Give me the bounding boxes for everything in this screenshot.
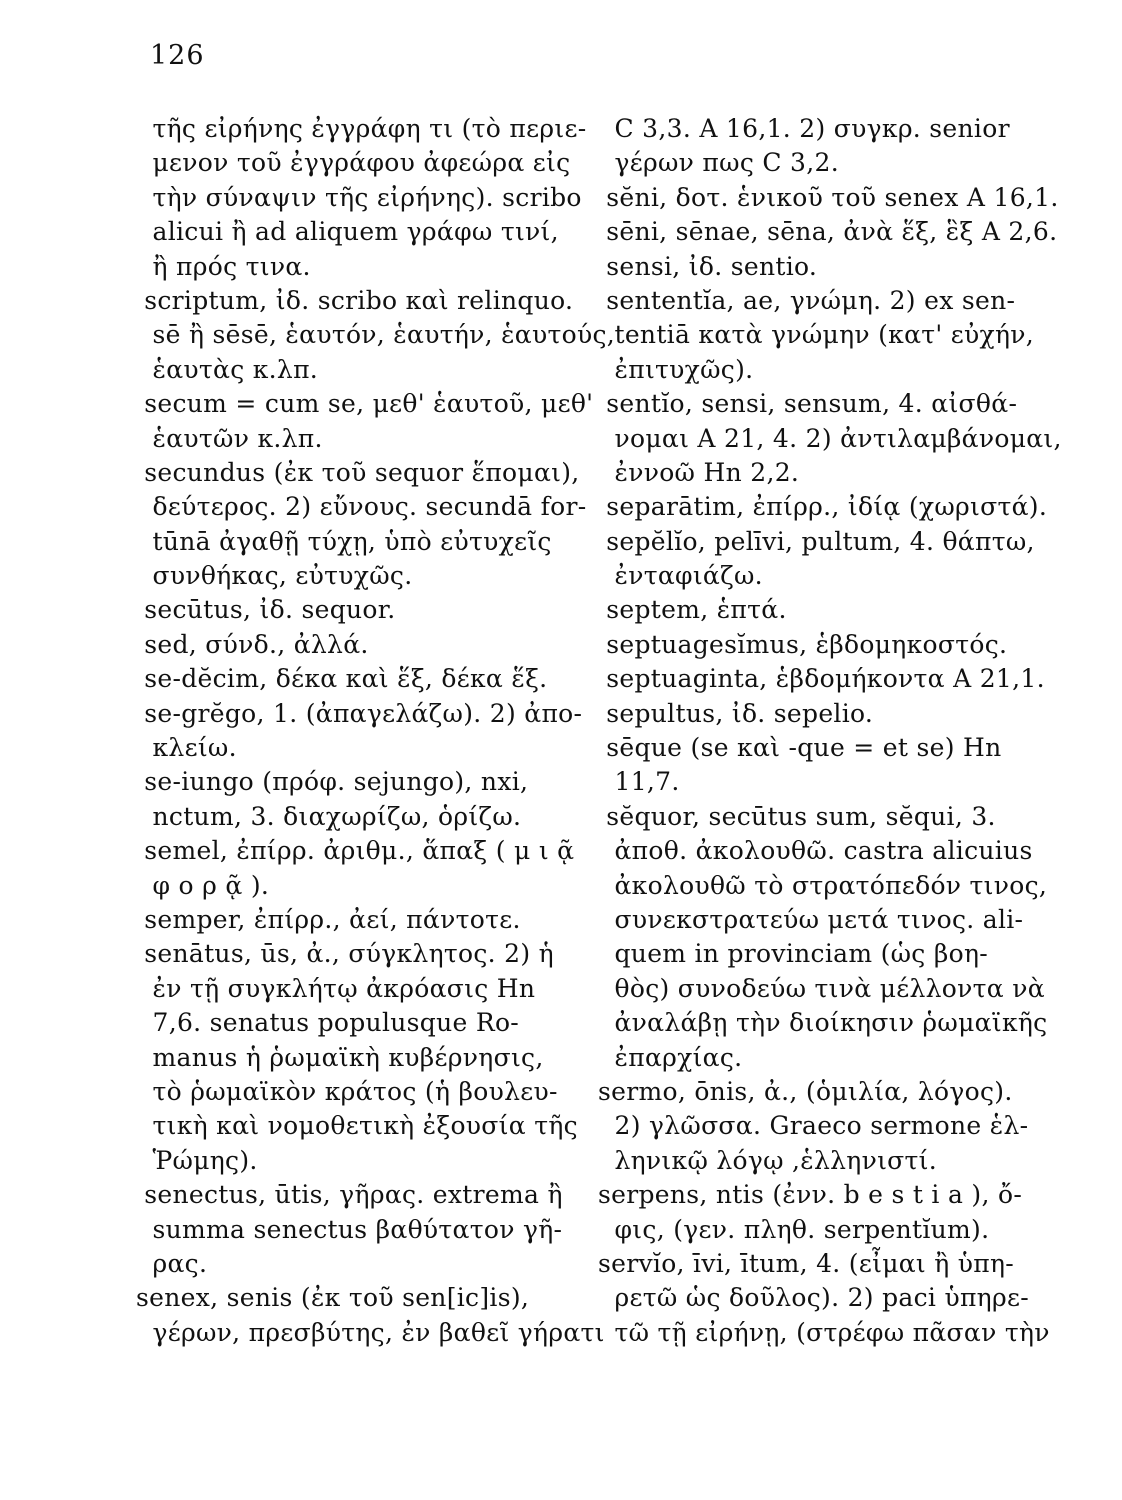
dictionary-line: ρας. — [136, 1248, 208, 1278]
dictionary-line: secundus (ἐκ τοῦ sequor ἕπομαι), — [136, 457, 580, 487]
dictionary-line: 11,7. — [598, 767, 680, 797]
dictionary-line: se-grĕgo, 1. (ἀπαγελάζω). 2) ἀπο- — [136, 698, 583, 728]
dictionary-line: ἐπαρχίας. — [598, 1042, 743, 1072]
dictionary-line: sentĭo, sensi, sensum, 4. αἰσθά- — [598, 389, 1018, 419]
dictionary-line: ἑαυτὰς κ.λπ. — [136, 354, 319, 384]
dictionary-line: senex, senis (ἐκ τοῦ sen[ic]is), — [136, 1283, 530, 1313]
dictionary-line: ἀναλάβῃ τὴν διοίκησιν ῥωμαϊκῆς — [598, 1008, 1048, 1038]
dictionary-line: τῆς εἰρήνης ἐγγράφη τι (τὸ περιε- — [136, 114, 587, 143]
dictionary-line: sē ἢ sēsē, ἑαυτόν, ἑαυτήν, ἑαυτούς, — [136, 320, 616, 350]
dictionary-line: νομαι A 21, 4. 2) ἀντιλαμβάνομαι, — [598, 423, 1062, 453]
dictionary-line: ἢ πρός τινα. — [136, 251, 311, 281]
dictionary-line: senectus, ūtis, γῆρας. extrema ἢ — [136, 1180, 563, 1210]
dictionary-line: separātim, ἐπίρρ., ἰδίᾳ (χωριστά). — [598, 492, 1048, 522]
dictionary-line: ληνικῷ λόγῳ ,ἑλληνιστί. — [598, 1145, 938, 1175]
dictionary-line: Ῥώμης). — [136, 1145, 258, 1175]
dictionary-line: ἐννοῶ Hn 2,2. — [598, 457, 800, 487]
dictionary-line: γέρων πως C 3,2. — [598, 148, 839, 178]
dictionary-line: secum = cum se, μεθ' ἑαυτοῦ, μεθ' — [136, 389, 594, 419]
dictionary-line: μενον τοῦ ἐγγράφου ἀφεώρα εἰς — [136, 148, 571, 178]
dictionary-line: sepultus, ἰδ. sepelio. — [598, 698, 874, 728]
dictionary-line: ἀκολουθῶ τὸ στρατόπεδόν τινος, — [598, 870, 1048, 900]
dictionary-line: φις, (γεν. πληθ. serpentĭum). — [598, 1214, 990, 1244]
dictionary-line: γέρων, πρεσβύτης, ἐν βαθεῖ γήρατι — [136, 1317, 605, 1347]
dictionary-line: septuaginta, ἑβδομήκοντα A 21,1. — [598, 664, 1045, 694]
dictionary-line: sēni, sēnae, sēna, ἀνὰ ἕξ, ἓξ A 2,6. — [598, 217, 1058, 247]
dictionary-line: sĕni, δοτ. ἑνικοῦ τοῦ senex A 16,1. — [598, 182, 1059, 212]
dictionary-line: sĕquor, secūtus sum, sĕqui, 3. — [598, 801, 996, 831]
dictionary-line: se-dĕcim, δέκα καὶ ἕξ, δέκα ἕξ. — [136, 664, 548, 694]
dictionary-line: sepĕlĭo, pelīvi, pultum, 4. θάπτω, — [598, 526, 1035, 556]
dictionary-line: τὴν σύναψιν τῆς εἰρήνης). scribo — [136, 182, 582, 212]
dictionary-line: ἑαυτῶν κ.λπ. — [136, 423, 323, 453]
dictionary-line: septem, ἑπτά. — [598, 595, 787, 625]
dictionary-line: sensi, ἰδ. sentio. — [598, 251, 818, 281]
dictionary-line: nctum, 3. διαχωρίζω, ὁρίζω. — [136, 801, 522, 831]
dictionary-line: manus ἡ ῥωμαϊκὴ κυβέρνησις, — [136, 1042, 544, 1072]
dictionary-line: τικὴ καὶ νομοθετικὴ ἐξουσία τῆς — [136, 1111, 578, 1141]
dictionary-line: tentiā κατὰ γνώμην (κατ' εὐχήν, — [598, 320, 1035, 350]
dictionary-line: ἐπιτυχῶς). — [598, 354, 754, 384]
dictionary-line: servĭo, īvi, ītum, 4. (εἶμαι ἢ ὑπη- — [598, 1248, 1015, 1278]
dictionary-line: φ ο ρ ᾷ ). — [136, 870, 270, 900]
dictionary-line: serpens, ntis (ἐνν. b e s t i a ), ὄ- — [598, 1180, 1023, 1210]
dictionary-line: κλείω. — [136, 733, 237, 763]
right-column — [598, 112, 1068, 1350]
dictionary-line: semper, ἐπίρρ., ἀεί, πάντοτε. — [136, 904, 521, 934]
dictionary-line: quem in provinciam (ὡς βοη- — [598, 939, 988, 969]
dictionary-line: 7,6. senatus populusque Ro- — [136, 1008, 520, 1038]
dictionary-line: 2) γλῶσσα. Graeco sermone ἑλ- — [598, 1111, 1029, 1141]
dictionary-line: ἀποθ. ἀκολουθῶ. castra alicuius — [598, 836, 1033, 866]
dictionary-line: συνθήκας, εὐτυχῶς. — [136, 561, 413, 591]
page-number: 126 — [150, 40, 205, 71]
dictionary-line: τὸ ῥωμαϊκὸν κράτος (ἡ βουλευ- — [136, 1076, 558, 1106]
dictionary-line: summa senectus βαθύτατον γῆ- — [136, 1214, 563, 1244]
dictionary-line: sed, σύνδ., ἀλλά. — [136, 629, 369, 659]
dictionary-line: sermo, ōnis, ἀ., (ὁμιλία, λόγος). — [598, 1076, 1013, 1106]
dictionary-line: τῶ τῇ εἰρήνῃ, (στρέφω πᾶσαν τὴν — [598, 1317, 1050, 1347]
dictionary-line: δεύτερος. 2) εὔνους. secundā for- — [136, 492, 587, 522]
dictionary-line: sēque (se καὶ -que = et se) Hn — [598, 733, 1002, 763]
dictionary-line: senātus, ūs, ἀ., σύγκλητος. 2) ἡ — [136, 939, 554, 969]
dictionary-line: scriptum, ἰδ. scribo καὶ relinquo. — [136, 285, 574, 315]
dictionary-line: semel, ἐπίρρ. ἀριθμ., ἅπαξ ( μ ι ᾷ — [136, 836, 575, 866]
dictionary-line: ρετῶ ὡς δοῦλος). 2) paci ὑπηρε- — [598, 1283, 1029, 1313]
dictionary-line: alicui ἢ ad aliquem γράφω τινί, — [136, 217, 559, 247]
dictionary-line: θὸς) συνοδεύω τινὰ μέλλοντα νὰ — [598, 973, 1045, 1003]
left-column — [136, 112, 616, 1350]
dictionary-line: ἐν τῇ συγκλήτῳ ἀκρόασις Hn — [136, 973, 536, 1003]
dictionary-line: sententĭa, ae, γνώμη. 2) ex sen- — [598, 285, 1016, 315]
dictionary-line: ἐνταφιάζω. — [598, 561, 763, 591]
dictionary-line: συνεκστρατεύω μετά τινος. ali- — [598, 904, 1024, 934]
dictionary-line: secūtus, ἰδ. sequor. — [136, 595, 396, 625]
dictionary-line: se-iungo (πρόφ. sejungo), nxi, — [136, 767, 529, 797]
dictionary-line: C 3,3. A 16,1. 2) συγκρ. senior — [598, 114, 1010, 143]
dictionary-line: septuagesĭmus, ἑβδομηκοστός. — [598, 629, 1008, 659]
dictionary-line: tūnā ἀγαθῇ τύχῃ, ὑπὸ εὐτυχεῖς — [136, 526, 552, 556]
